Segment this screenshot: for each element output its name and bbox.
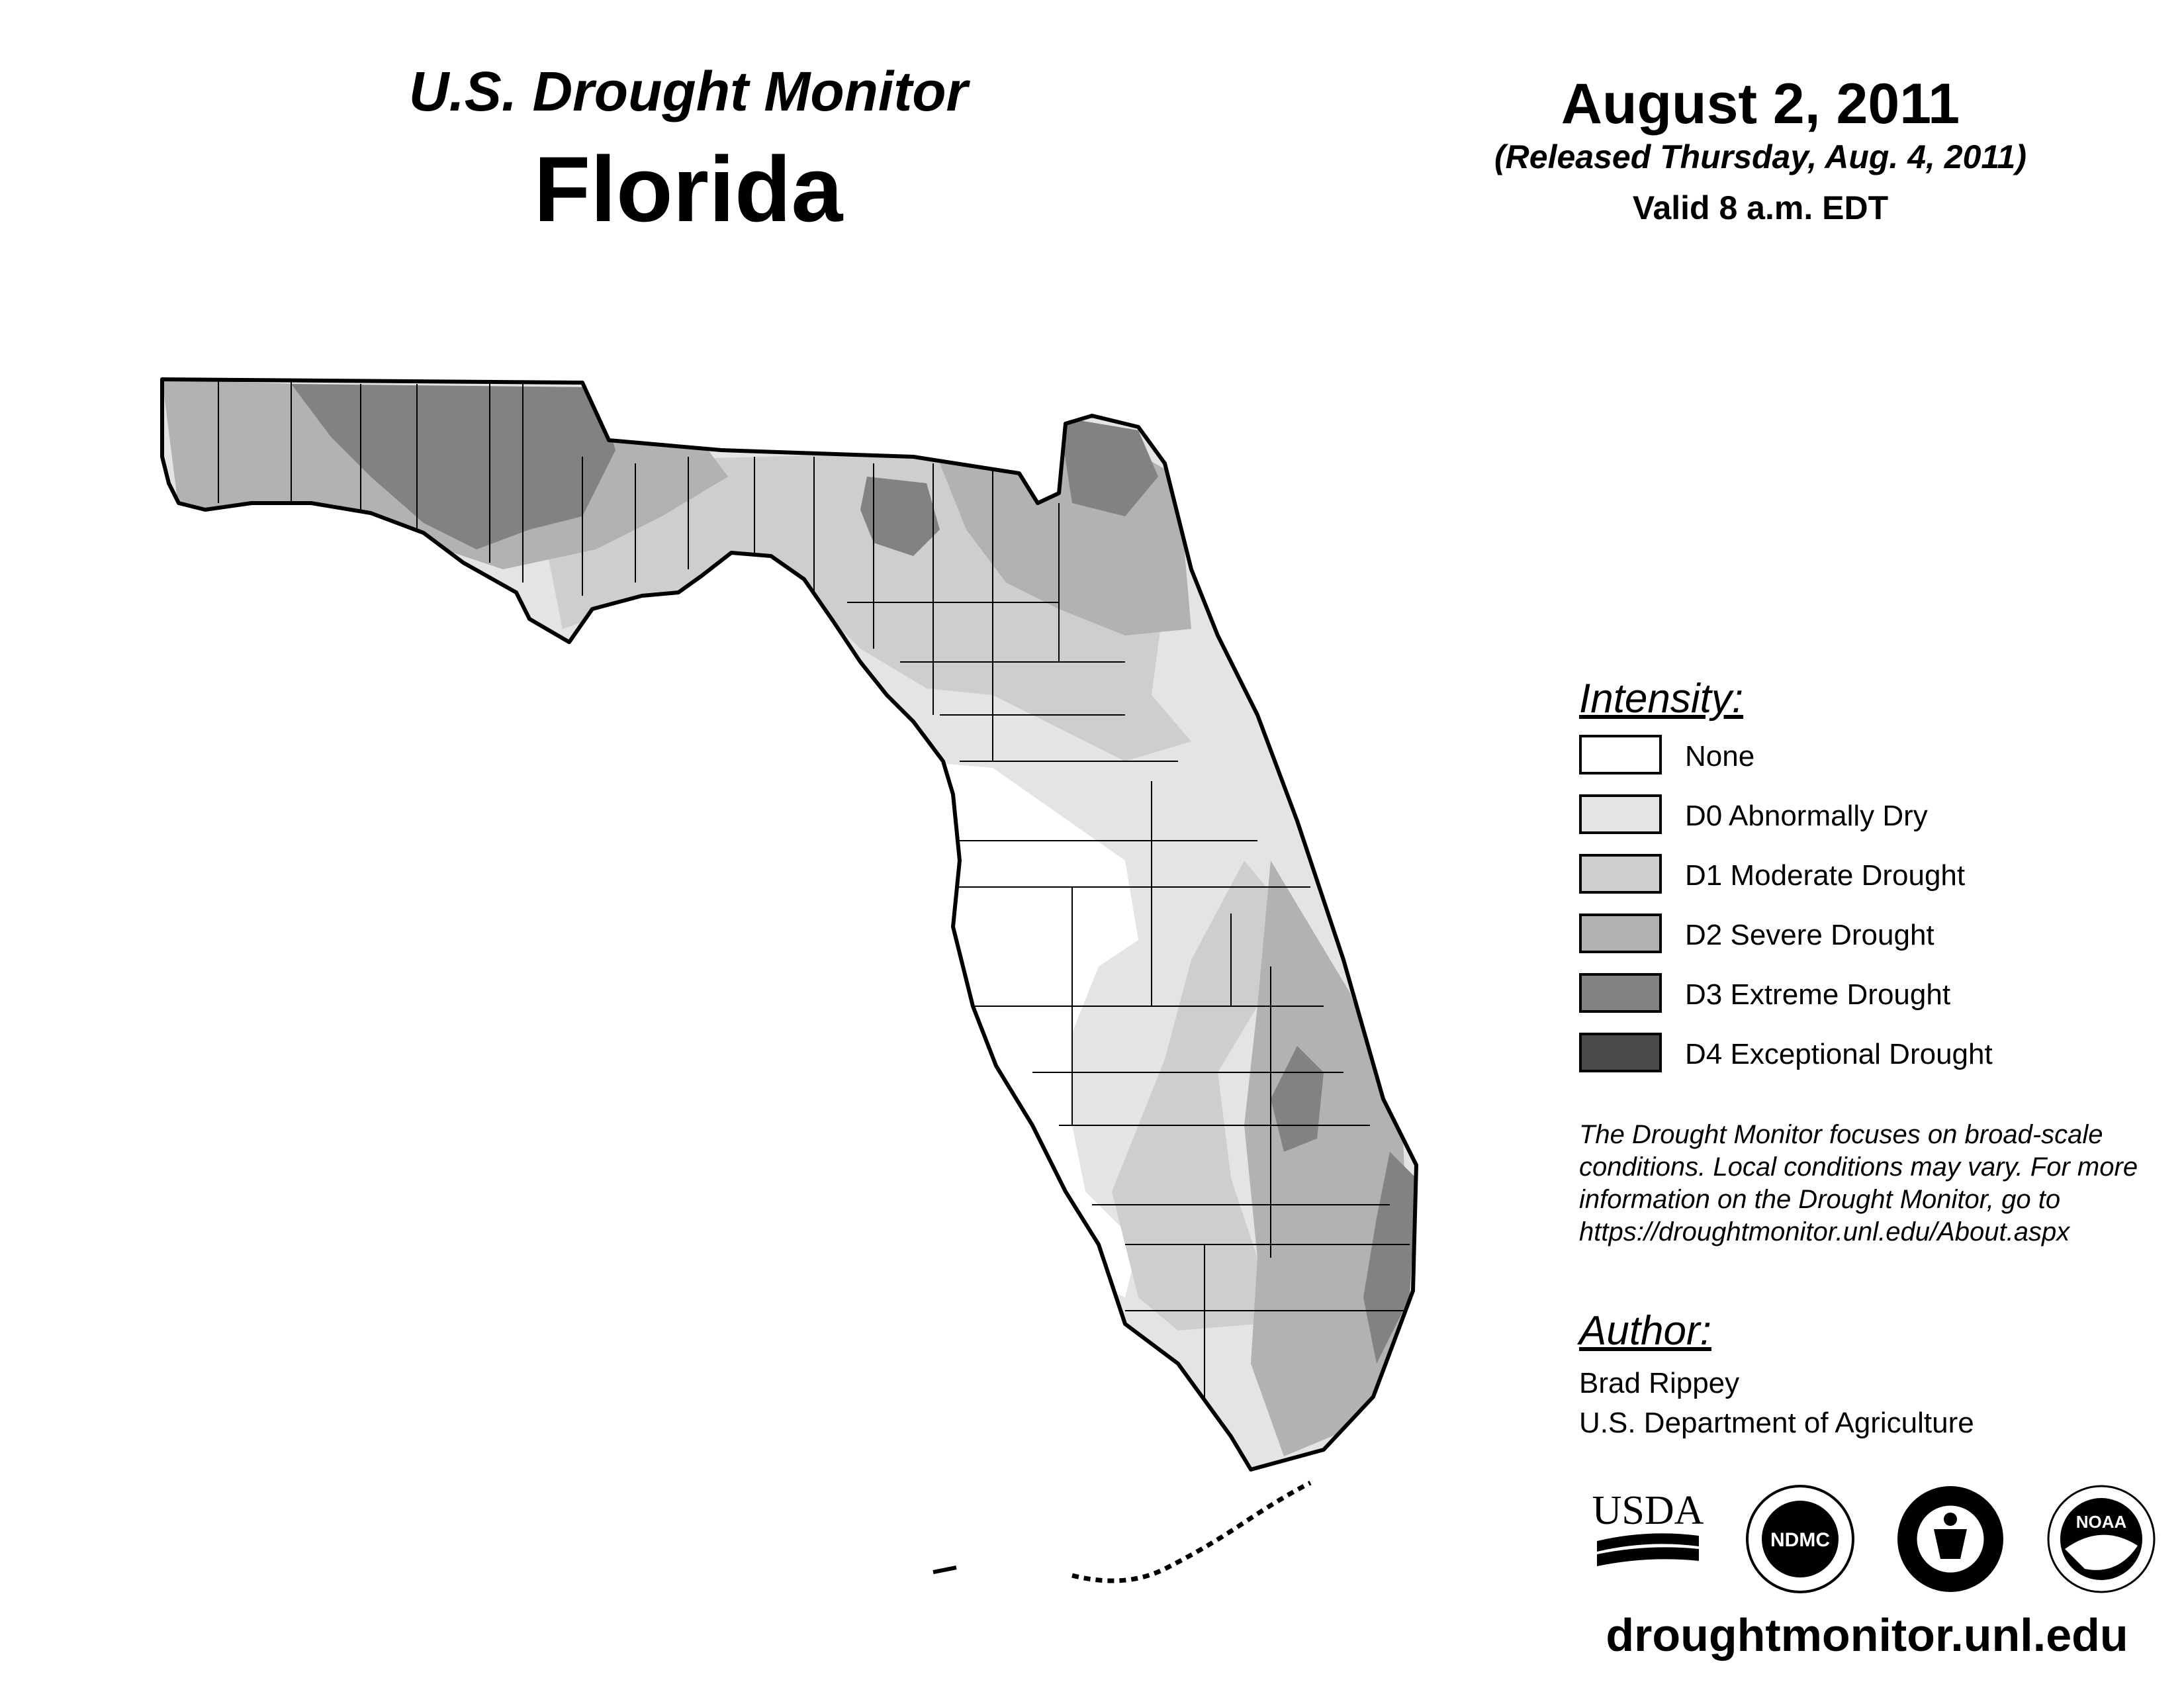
noaa-logo-text: NOAA <box>2075 1512 2127 1532</box>
legend-heading: Intensity: <box>1579 676 1744 722</box>
valid-time: Valid 8 a.m. EDT <box>1632 189 1889 226</box>
state-title: Florida <box>533 137 843 241</box>
ndmc-logo-text: NDMC <box>1770 1529 1830 1551</box>
disclaimer-note: The Drought Monitor focuses on broad-scale conditions. Local conditions may vary. For more information on the Drought Monitor, go to https://droughtmonitor.unl.edu/About.aspx <box>1579 1120 2138 1246</box>
legend-swatch <box>1579 1033 1662 1072</box>
ndmc-logo <box>1744 1483 1856 1595</box>
release-date: (Released Thursday, Aug. 4, 2011) <box>1494 138 2026 175</box>
legend-label: D3 Extreme Drought <box>1685 978 1951 1011</box>
dry-tortugas <box>933 1568 956 1572</box>
commerce-seal-logo <box>1894 1483 2007 1595</box>
legend-label: D2 Severe Drought <box>1685 919 1934 951</box>
usda-logo <box>1592 1483 1704 1569</box>
legend-swatch <box>1579 973 1662 1013</box>
website-link[interactable]: droughtmonitor.unl.edu <box>1606 1609 2128 1661</box>
noaa-logo <box>2045 1483 2158 1595</box>
legend-swatch <box>1579 735 1662 774</box>
legend-swatch <box>1579 914 1662 953</box>
author-organization: U.S. Department of Agriculture <box>1579 1407 1974 1439</box>
author-heading: Author: <box>1579 1308 1711 1354</box>
author-name: Brad Rippey <box>1579 1367 1740 1399</box>
legend-label: D4 Exceptional Drought <box>1685 1038 1993 1070</box>
legend-label: D1 Moderate Drought <box>1685 859 1966 892</box>
florida-keys <box>1072 1483 1310 1581</box>
usda-logo-text: USDA <box>1592 1488 1704 1533</box>
legend-swatch <box>1579 794 1662 834</box>
legend-swatch <box>1579 854 1662 894</box>
map-date: August 2, 2011 <box>1561 72 1960 136</box>
legend-label: D0 Abnormally Dry <box>1685 800 1928 832</box>
legend-label: None <box>1685 740 1755 773</box>
map-title: U.S. Drought Monitor <box>408 60 968 122</box>
